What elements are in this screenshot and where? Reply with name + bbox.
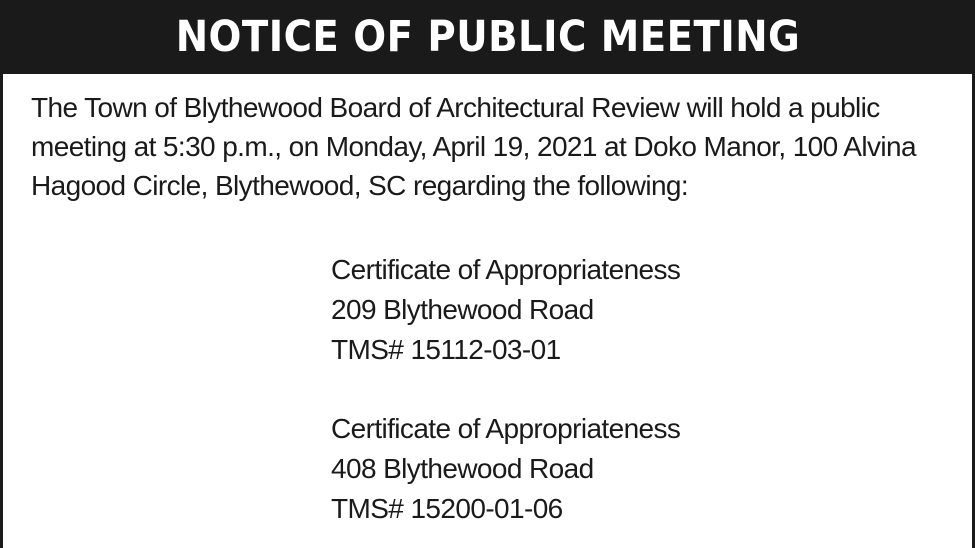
agenda-item-2	[331, 409, 680, 529]
agenda-item-tms: TMS# 15112-03-01	[331, 334, 561, 365]
agenda-item-title: Certificate of Appropriateness	[331, 413, 681, 444]
agenda-item-tms: TMS# 15200-01-06	[331, 493, 563, 524]
notice-intro-paragraph: The Town of Blythewood Board of Architectural Review will hold a public meeting at 5:30 p.m., on Monday, April 19, 2021 at Doko Manor, 100 Alvina Hagood Circle, Blythewood, SC regarding the following:	[31, 92, 916, 201]
agenda-item-title: Certificate of Appropriateness	[331, 254, 681, 285]
notice-title: NOTICE OF PUBLIC MEETING	[175, 11, 800, 62]
agenda-item-address: 408 Blythewood Road	[331, 453, 594, 484]
agenda-item-1	[331, 250, 680, 370]
notice-header-bar	[3, 0, 972, 74]
agenda-item-address: 209 Blythewood Road	[331, 294, 594, 325]
